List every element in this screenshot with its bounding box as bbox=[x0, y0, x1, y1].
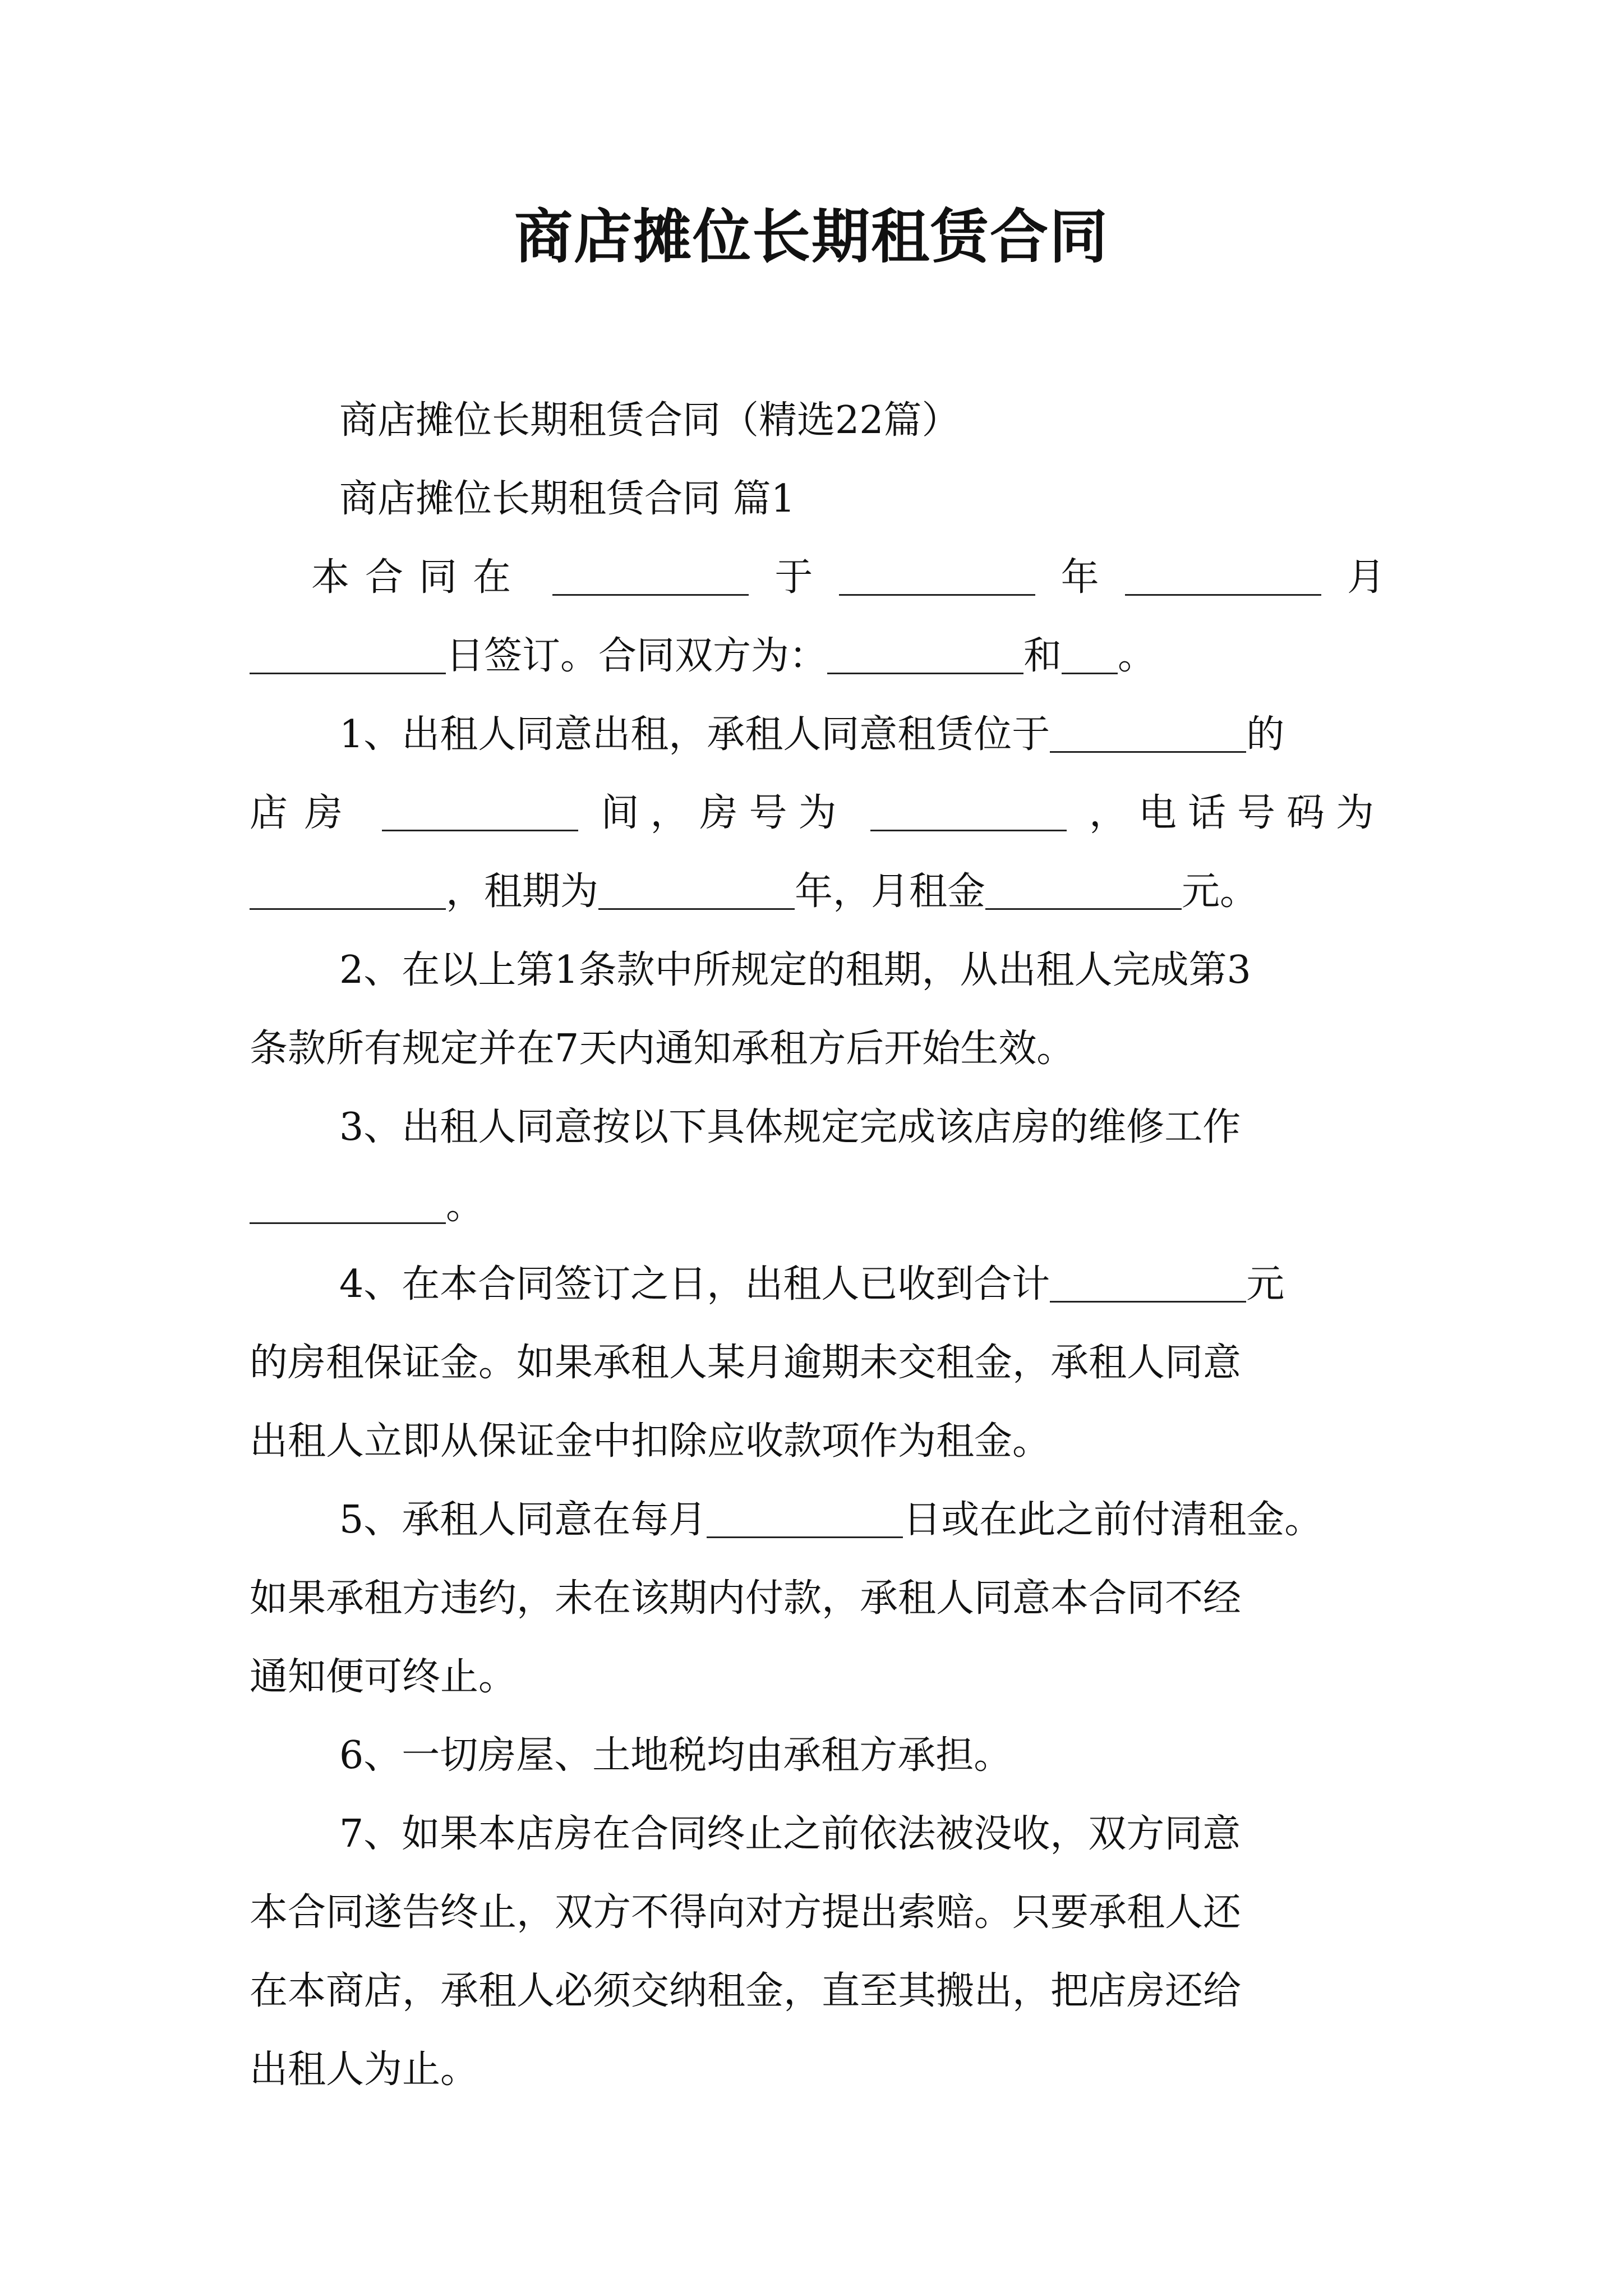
clause-5-line-2: 如果承租方违约，未在该期内付款，承租人同意本合同不经 bbox=[250, 1576, 1242, 1621]
blank-field bbox=[985, 875, 1182, 910]
clause-3-line-2 bbox=[250, 1167, 1385, 1245]
intro-text: 和 bbox=[1023, 634, 1062, 678]
document-body bbox=[250, 381, 1385, 2109]
blank-field bbox=[382, 796, 578, 831]
blank-field bbox=[870, 796, 1067, 831]
clause-4-line-3: 出租人立即从保证金中扣除应收款项作为租金。 bbox=[250, 1419, 1051, 1464]
clause-2-line-1: 2、在以上第1条款中所规定的租期，从出租人完成第3 bbox=[339, 948, 1251, 992]
blank-field bbox=[552, 560, 749, 596]
intro-text: 月 bbox=[1347, 555, 1385, 600]
document-title: 商店摊位长期租赁合同 bbox=[514, 202, 1109, 271]
blank-field bbox=[250, 1189, 446, 1224]
blank-field bbox=[1125, 560, 1321, 596]
clause-text: 元。 bbox=[1182, 869, 1258, 914]
intro-text: 日签订。合同双方为： bbox=[446, 634, 828, 678]
intro-line-2 bbox=[250, 617, 1385, 696]
blank-field bbox=[250, 875, 446, 910]
clause-7-line-2: 本合同遂告终止，双方不得向对方提出索赔。只要承租人还 bbox=[250, 1890, 1242, 1935]
intro-text: 于 bbox=[774, 555, 813, 600]
clause-text: 日或在此之前付清租金。 bbox=[903, 1498, 1323, 1542]
clause-text: ，租期为 bbox=[446, 869, 599, 914]
intro-text: 。 bbox=[1118, 634, 1156, 678]
clause-1-line-2 bbox=[250, 774, 1385, 853]
blank-field bbox=[598, 875, 795, 910]
blank-field bbox=[250, 639, 446, 674]
clause-text: 1、出租人同意出租，承租人同意租赁位于 bbox=[339, 712, 1050, 757]
blank-field bbox=[1062, 639, 1118, 674]
clause-4-line-2: 的房租保证金。如果承租人某月逾期未交租金，承租人同意 bbox=[250, 1341, 1242, 1385]
clause-text: 间，房号为 bbox=[601, 791, 848, 835]
clause-text: 店房 bbox=[250, 791, 360, 835]
clause-5-line-3: 通知便可终止。 bbox=[250, 1655, 517, 1699]
clause-5-line-1 bbox=[250, 1481, 1385, 1559]
blank-field bbox=[1050, 717, 1246, 753]
clause-text: 5、承租人同意在每月 bbox=[339, 1498, 707, 1542]
blank-field bbox=[707, 1503, 903, 1538]
clause-4-line-1 bbox=[250, 1245, 1385, 1324]
clause-6-line-1: 6、一切房屋、土地税均由承租方承担。 bbox=[339, 1733, 1012, 1778]
clause-text: 元 bbox=[1246, 1262, 1285, 1306]
intro-line-1 bbox=[250, 539, 1385, 617]
clause-text: 4、在本合同签订之日，出租人已收到合计 bbox=[339, 1262, 1050, 1306]
clause-7-line-3: 在本商店，承租人必须交纳租金，直至其搬出，把店房还给 bbox=[250, 1969, 1242, 2013]
section-heading: 商店摊位长期租赁合同 篇1 bbox=[339, 477, 795, 521]
clause-7-line-4: 出租人为止。 bbox=[250, 2047, 479, 2092]
blank-field bbox=[827, 639, 1023, 674]
intro-text: 年 bbox=[1061, 555, 1099, 600]
clause-text: 。 bbox=[446, 1184, 485, 1228]
blank-field bbox=[839, 560, 1035, 596]
clause-1-line-1 bbox=[250, 696, 1385, 774]
clause-text: ，电话号码为 bbox=[1089, 791, 1385, 835]
clause-1-line-3 bbox=[250, 853, 1385, 931]
blank-field bbox=[1050, 1267, 1246, 1303]
clause-2-line-2: 条款所有规定并在7天内通知承租方后开始生效。 bbox=[250, 1027, 1075, 1071]
intro-text: 本合同在 bbox=[311, 555, 527, 600]
clause-text: 的 bbox=[1246, 712, 1285, 757]
clause-text: 年，月租金 bbox=[795, 869, 986, 914]
clause-3-line-1: 3、出租人同意按以下具体规定完成该店房的维修工作 bbox=[339, 1105, 1241, 1149]
clause-7-line-1: 7、如果本店房在合同终止之前依法被没收，双方同意 bbox=[339, 1812, 1241, 1856]
subtitle: 商店摊位长期租赁合同（精选22篇） bbox=[339, 398, 960, 443]
